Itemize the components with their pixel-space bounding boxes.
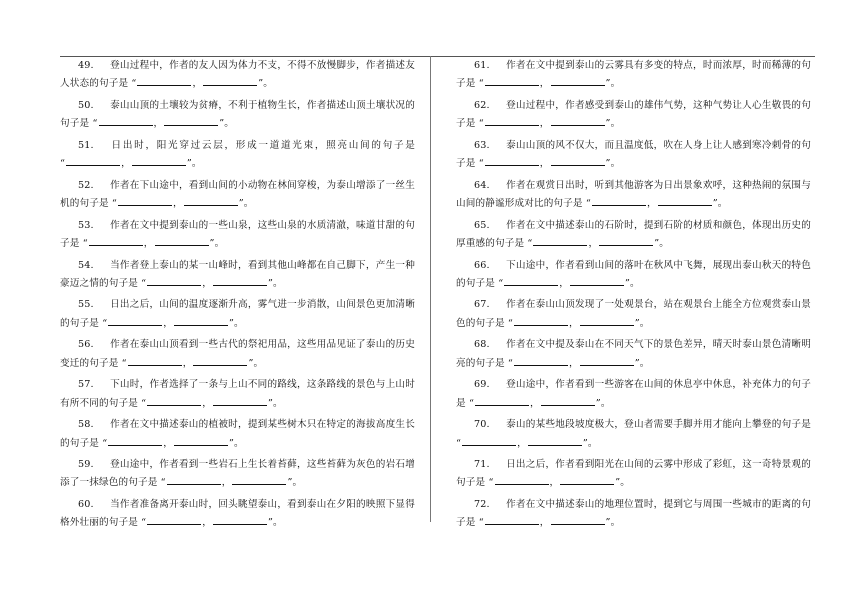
- question-70: [456, 416, 811, 453]
- answer-blank-2[interactable]: [528, 435, 582, 446]
- answer-blanks: “ ， ”。: [89, 118, 234, 129]
- question-number: 69.: [474, 379, 490, 391]
- question-64: [456, 177, 811, 214]
- question-number: 65.: [474, 219, 490, 231]
- answer-blanks: “ ， ”。: [157, 477, 302, 488]
- answer-blanks: “ ， ”。: [505, 318, 650, 329]
- question-text: 泰山的某些地段坡度极大，登山者需要手脚并用才能向上攀登的句子是: [506, 419, 811, 431]
- question-text: 日出之后，山间的温度逐渐升高，雾气进一步消散，山间景色更加清晰的句子是: [60, 299, 415, 329]
- answer-blank-1[interactable]: [99, 115, 153, 126]
- question-52: [60, 177, 415, 214]
- question-56: [60, 336, 415, 373]
- answer-blank-2[interactable]: [213, 275, 267, 286]
- question-63: [456, 137, 811, 174]
- answer-blank-1[interactable]: [475, 395, 529, 406]
- answer-blanks: “ ， ”。: [118, 358, 263, 369]
- question-text: 作者在下山途中，看到山间的小动物在林间穿梭，为泰山增添了一丝生机的句子是: [60, 179, 415, 210]
- question-number: 55.: [78, 299, 94, 311]
- question-text: 登山过程中，作者感受到泰山的雄伟气势，这种气势让人心生敬畏的句子是: [456, 99, 811, 130]
- answer-blanks: “ ， ”。: [99, 318, 244, 329]
- answer-blank-1[interactable]: [495, 474, 549, 485]
- answer-blank-2[interactable]: [551, 514, 605, 525]
- answer-blanks: “ ， ”。: [60, 158, 202, 169]
- answer-blank-2[interactable]: [164, 115, 218, 126]
- answer-blanks: “ ， ”。: [456, 438, 598, 449]
- answer-blanks: “ ， ”。: [495, 278, 640, 289]
- question-number: 54.: [78, 259, 94, 271]
- answer-blank-2[interactable]: [213, 514, 267, 525]
- question-number: 52.: [78, 179, 94, 191]
- answer-blank-2[interactable]: [580, 355, 634, 366]
- question-57: [60, 376, 415, 413]
- question-text: 登山途中，作者看到一些岩石上生长着苔藓，这些苔藓为灰色的岩石增添了一抹绿色的句子是: [60, 459, 415, 489]
- question-51: [60, 137, 415, 174]
- question-number: 71.: [474, 459, 490, 471]
- answer-blank-1[interactable]: [147, 514, 201, 525]
- question-66: [456, 257, 811, 294]
- answer-blank-2[interactable]: [155, 235, 209, 246]
- answer-blanks: “ ， ”。: [476, 118, 621, 129]
- answer-blank-1[interactable]: [147, 275, 201, 286]
- question-number: 51.: [78, 139, 94, 151]
- answer-blanks: “ ， ”。: [138, 517, 283, 528]
- question-number: 58.: [78, 419, 94, 431]
- question-text: 作者在文中描述泰山的石阶时，提到石阶的材质和颜色，体现出历史的厚重感的句子是: [456, 219, 811, 250]
- answer-blank-1[interactable]: [592, 195, 646, 206]
- question-69: [456, 376, 811, 413]
- question-55: [60, 296, 415, 333]
- question-54: [60, 257, 415, 294]
- answer-blank-2[interactable]: [541, 395, 595, 406]
- question-text: 日出之后，作者看到阳光在山间的云雾中形成了彩虹，这一奇特景观的句子是: [456, 459, 811, 489]
- answer-blank-1[interactable]: [485, 115, 539, 126]
- question-text: 作者在观赏日出时，听到其他游客为日出景象欢呼，这种热闹的氛围与山间的静谧形成对比的句子是: [456, 179, 811, 210]
- answer-blanks: “ ， ”。: [138, 398, 283, 409]
- question-49: [60, 57, 415, 94]
- question-61: [456, 57, 811, 94]
- question-53: [60, 217, 415, 254]
- answer-blank-1[interactable]: [514, 315, 568, 326]
- question-number: 64.: [474, 179, 490, 191]
- question-text: 日出时，阳光穿过云层，形成一道道光束，照亮山间的句子是: [110, 139, 415, 151]
- answer-blank-1[interactable]: [485, 514, 539, 525]
- answer-blank-2[interactable]: [551, 155, 605, 166]
- question-number: 66.: [474, 259, 490, 271]
- answer-blank-2[interactable]: [599, 235, 653, 246]
- question-number: 53.: [78, 219, 94, 231]
- question-72: [456, 496, 811, 533]
- answer-blank-1[interactable]: [108, 315, 162, 326]
- answer-blank-2[interactable]: [213, 395, 267, 406]
- answer-blank-1[interactable]: [504, 275, 558, 286]
- answer-blank-2[interactable]: [232, 474, 286, 485]
- answer-blanks: “ ， ”。: [583, 198, 728, 209]
- answer-blank-1[interactable]: [108, 435, 162, 446]
- answer-blank-2[interactable]: [203, 75, 257, 86]
- question-text: 下山途中，作者看到山间的落叶在秋风中飞舞，展现出泰山秋天的特色的句子是: [456, 259, 811, 289]
- question-text: 当作者登上泰山的某一山峰时，看到其他山峰都在自己脚下，产生一种豪迈之情的句子是: [60, 259, 415, 289]
- question-number: 57.: [78, 379, 94, 391]
- answer-blanks: “ ， ”。: [109, 198, 254, 209]
- answer-blank-1[interactable]: [147, 395, 201, 406]
- answer-blank-1[interactable]: [89, 235, 143, 246]
- question-65: [456, 217, 811, 254]
- answer-blanks: “ ， ”。: [476, 158, 621, 169]
- answer-blank-2[interactable]: [551, 115, 605, 126]
- question-50: [60, 97, 415, 134]
- answer-blanks: “ ， ”。: [476, 78, 621, 89]
- question-text: 下山时，作者选择了一条与上山不同的路线，这条路线的景色与上山时有所不同的句子是: [60, 379, 415, 409]
- question-text: 作者在文中提及泰山在不同天气下的景色差异，晴天时泰山景色清晰明亮的句子是: [456, 339, 811, 369]
- question-text: 作者在文中提到泰山的一些山泉，这些山泉的水质清澈，味道甘甜的句子是: [60, 219, 415, 250]
- answer-blank-1[interactable]: [485, 155, 539, 166]
- question-number: 68.: [474, 339, 490, 351]
- answer-blanks: “ ， ”。: [466, 398, 611, 409]
- question-number: 70.: [474, 419, 490, 431]
- question-number: 67.: [474, 299, 490, 311]
- column-divider: [430, 56, 431, 522]
- answer-blank-1[interactable]: [137, 75, 191, 86]
- question-text: 当作者准备离开泰山时，回头眺望泰山，看到泰山在夕阳的映照下显得格外壮丽的句子是: [60, 498, 415, 529]
- answer-blank-2[interactable]: [658, 195, 712, 206]
- question-60: [60, 496, 415, 533]
- question-67: [456, 296, 811, 333]
- question-58: [60, 416, 415, 453]
- question-59: [60, 456, 415, 493]
- answer-blank-1[interactable]: [128, 355, 182, 366]
- answer-blank-1[interactable]: [118, 195, 172, 206]
- left-column: [60, 57, 415, 536]
- question-71: [456, 456, 811, 493]
- question-text: 泰山山顶的风不仅大，而且温度低，吹在人身上让人感到寒冷刺骨的句子是: [456, 139, 811, 170]
- question-text: 作者在泰山山顶看到一些古代的祭祀用品，这些用品见证了泰山的历史变迁的句子是: [60, 339, 415, 369]
- question-number: 59.: [78, 459, 94, 471]
- answer-blank-1[interactable]: [514, 355, 568, 366]
- answer-blank-1[interactable]: [66, 155, 120, 166]
- answer-blank-2[interactable]: [174, 435, 228, 446]
- question-number: 63.: [474, 139, 490, 151]
- question-number: 49.: [78, 60, 94, 71]
- answer-blanks: “ ， ”。: [128, 78, 273, 89]
- answer-blank-1[interactable]: [167, 474, 221, 485]
- answer-blank-2[interactable]: [551, 75, 605, 86]
- answer-blanks: “ ， ”。: [524, 238, 669, 249]
- answer-blank-2[interactable]: [570, 275, 624, 286]
- question-number: 60.: [78, 498, 94, 510]
- answer-blanks: “ ， ”。: [99, 438, 244, 449]
- answer-blanks: “ ， ”。: [505, 358, 650, 369]
- question-number: 62.: [474, 99, 490, 111]
- answer-blank-1[interactable]: [485, 75, 539, 86]
- question-text: 作者在文中描述泰山的植被时，提到某些树木只在特定的海拔高度生长的句子是: [60, 419, 415, 449]
- question-text: 作者在文中描述泰山的地理位置时，提到它与周围一些城市的距离的句子是: [456, 498, 811, 529]
- answer-blank-2[interactable]: [193, 355, 247, 366]
- right-column: [456, 57, 811, 536]
- question-number: 61.: [474, 60, 490, 71]
- question-number: 56.: [78, 339, 94, 351]
- answer-blank-2[interactable]: [132, 155, 186, 166]
- answer-blank-1[interactable]: [533, 235, 587, 246]
- question-text: 登山途中，作者看到一些游客在山间的休息亭中休息，补充体力的句子是: [456, 379, 811, 409]
- answer-blank-2[interactable]: [184, 195, 238, 206]
- question-number: 50.: [78, 99, 94, 111]
- question-text: 作者在文中提到泰山的云雾具有多变的特点，时而浓厚，时而稀薄的句子是: [456, 60, 811, 90]
- answer-blank-1[interactable]: [462, 435, 516, 446]
- answer-blanks: “ ， ”。: [80, 238, 225, 249]
- answer-blanks: “ ， ”。: [485, 477, 630, 488]
- answer-blank-2[interactable]: [174, 315, 228, 326]
- question-text: 作者在泰山山顶发现了一处观景台，站在观景台上能全方位观赏泰山景色的句子是: [456, 299, 811, 329]
- question-text: 登山过程中，作者的友人因为体力不支，不得不放慢脚步，作者描述友人状态的句子是: [60, 60, 415, 90]
- question-62: [456, 97, 811, 134]
- answer-blank-2[interactable]: [560, 474, 614, 485]
- answer-blanks: “ ， ”。: [476, 517, 621, 528]
- question-68: [456, 336, 811, 373]
- question-text: 泰山山顶的土壤较为贫瘠，不利于植物生长，作者描述山顶土壤状况的句子是: [60, 99, 415, 130]
- answer-blank-2[interactable]: [580, 315, 634, 326]
- answer-blanks: “ ， ”。: [138, 278, 283, 289]
- question-number: 72.: [474, 498, 490, 510]
